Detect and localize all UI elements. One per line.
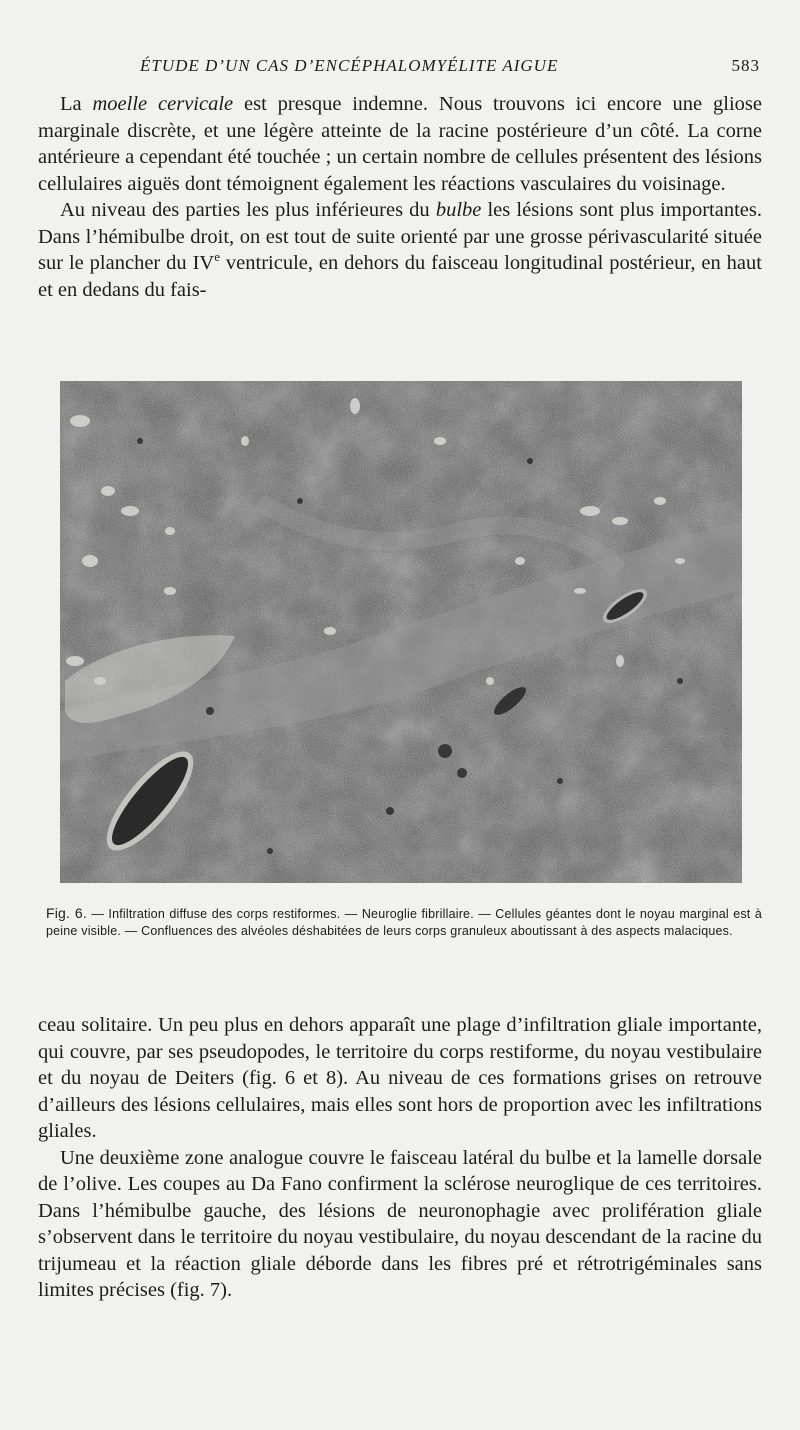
paragraph-text: les lésions sont plus importantes. Dans l’hémibulbe droit, on est tout de suite orienté par une grosse périvascularité située sur le plancher du IV [38, 199, 762, 274]
micrograph-image [60, 381, 742, 883]
figure-caption-text: — Infiltration diffuse des corps restiformes. — Neuroglie fibrillaire. — Cellules géantes dont le noyau marginal est à peine visible. — Confluences des alvéoles déshabitées de leurs corps granuleux aboutissant à des aspects malaciques. [46, 907, 762, 938]
figure-label: Fig. 6. [46, 905, 87, 921]
page-header [140, 56, 760, 80]
paragraph-text: La [60, 93, 93, 115]
body-text-top [38, 91, 762, 303]
paragraph-deuxieme-zone: Une deuxième zone analogue couvre le faisceau latéral du bulbe et la lamelle dorsale de l’olive. Les coupes au Da Fano confirment la sclérose neuroglique de ces territoires. Dans l’hémibulbe gauche, des lésions de neuronophagie avec prolifération gliale s’observent dans le territoire du noyau vestibulaire, du noyau descendant de la racine du trijumeau et la réaction gliale déborde dans les fibres pré et rétrotrigéminales sans limites précises (fig. 7). [38, 1146, 762, 1301]
paragraph-text: est presque indemne. Nous trouvons ici encore une gliose marginale discrète, et une légère atteinte de la racine postérieure d’un côté. La corne antérieure a cependant été touchée ; un certain nombre de cellules présentent des lésions cellulaires aiguës dont témoignent également les réactions vasculaires du voisinage. [38, 93, 762, 195]
body-text-bottom [38, 1012, 762, 1304]
paragraph-moelle-cervicale [38, 91, 762, 197]
superscript: e [214, 249, 220, 265]
micrograph-figure [60, 381, 742, 883]
paragraph-bulbe [38, 197, 762, 303]
figure-caption [46, 905, 762, 939]
paragraph-text: Au niveau des parties les plus inférieures du [60, 199, 436, 221]
page-number: 583 [731, 56, 760, 75]
paragraph-faisceau-solitaire: ceau solitaire. Un peu plus en dehors apparaît une plage d’infiltration gliale importante, qui couvre, par ses pseudopodes, le territoire du corps restiforme, du noyau vestibulaire et du noyau de Deiters (fig. 6 et 8). Au niveau de ces formations grises on retrouve d’ailleurs des lésions cellulaires, mais elles sont hors de proportion avec les infiltrations gliales. [38, 1014, 762, 1142]
paragraph-text: ventricule, en dehors du faisceau longitudinal postérieur, en haut et en dedans du fais- [38, 252, 762, 301]
emphasis-term: bulbe [435, 199, 482, 221]
running-title: ÉTUDE D’UN CAS D’ENCÉPHALOMYÉLITE AIGUE [140, 56, 559, 75]
emphasis-term: moelle cervicale [92, 93, 234, 115]
